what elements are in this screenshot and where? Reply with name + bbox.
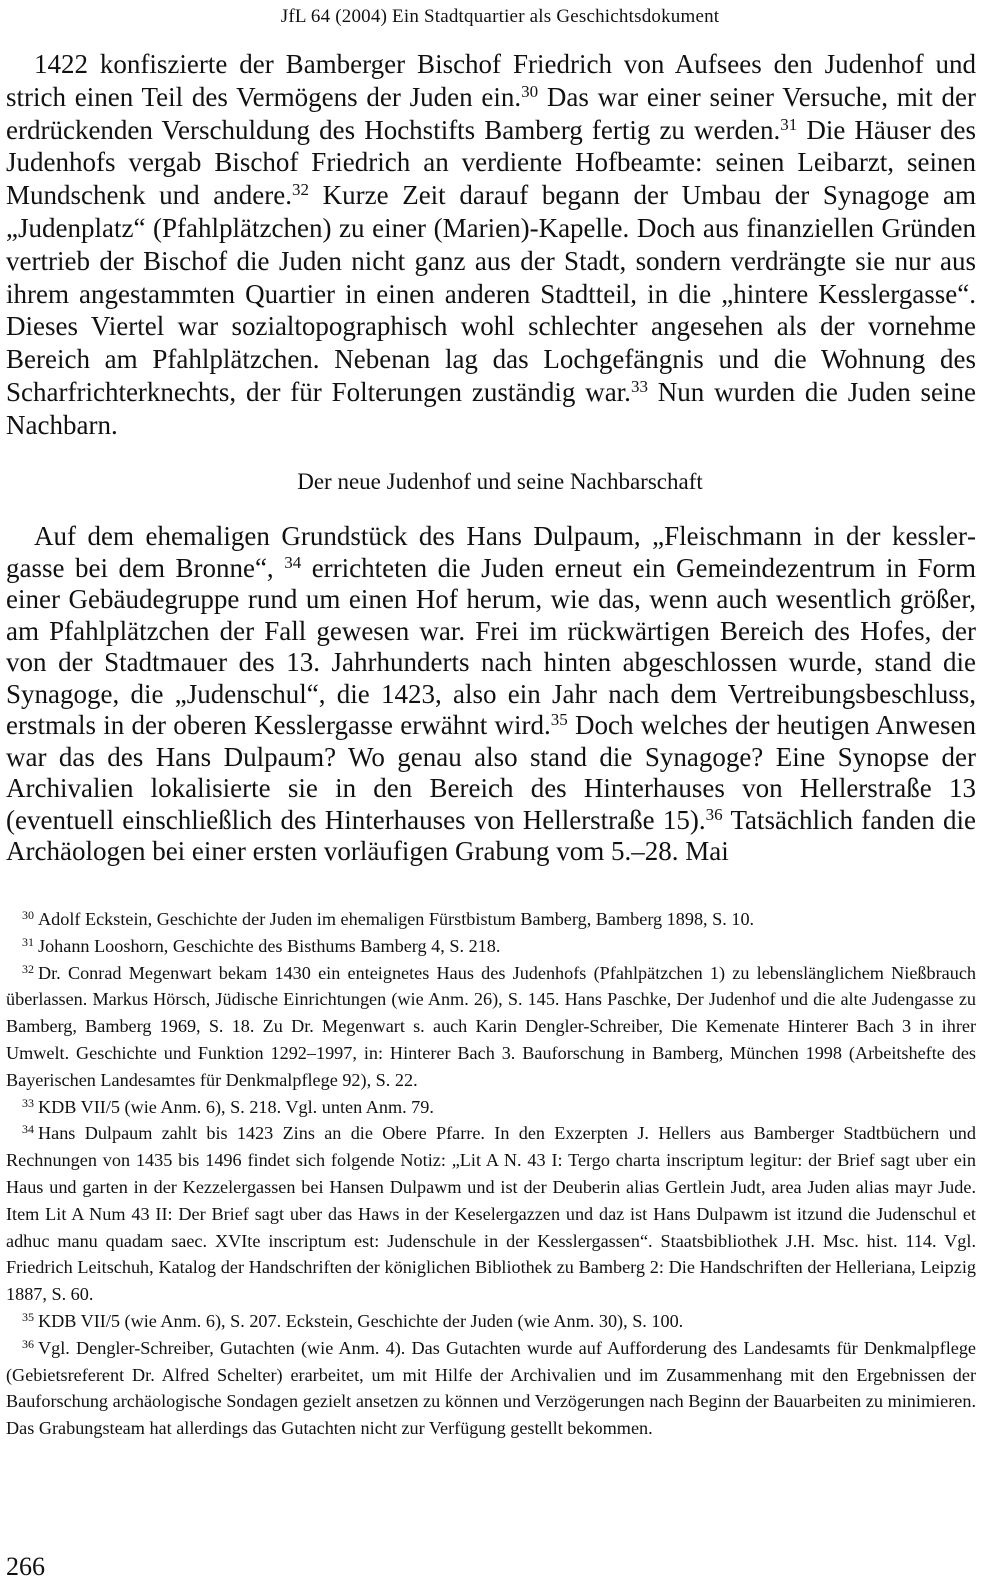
text-run: Kurze Zeit darauf begann der Umbau der Synagoge am „Judenplatz“ (Pfahlplätzchen) zu einer (Marien)-Kapelle. Doch aus finanziellen Gründen vertrieb der Bischof die Juden nicht ganz aus der Stadt, sondern verdrängte sie nur aus ihrem angestammten Quartier in einen anderen Stadtteil, in die „hintere Kesslergasse“. Dieses Viertel war sozialtopographisch wohl schlechter angesehen als der vornehme Bereich am Pfahlplätzchen. Nebenan lag das Lochgefängnis und die Wohnung des Scharfrichterknechts, der für Folterungen zuständig war. <box>6 180 976 407</box>
body-section-1 <box>6 48 976 442</box>
footnote-number: 34 <box>22 1122 34 1137</box>
footnote-text: KDB VII/5 (wie Anm. 6), S. 207. Eckstein, Geschichte der Juden (wie Anm. 30), S. 100. <box>38 1310 684 1331</box>
footnote <box>6 960 976 1094</box>
footnote-number: 30 <box>22 908 34 922</box>
footnote-number: 35 <box>22 1309 34 1324</box>
footnote-text: Adolf Eckstein, Geschichte der Juden im ehemaligen Fürstbistum Bamberg, Bamberg 1898, S. 10. <box>38 909 755 929</box>
footnote-number: 33 <box>22 1095 34 1110</box>
footnote-text: Hans Dulpaum zahlt bis 1423 Zins an die Obere Pfarre. In den Exzerpten J. Hellers aus Bamberger Stadtbüchern und Rechnungen von 1435 bis 1496 findet sich folgende Notiz: „Lit A N. 43 I: Tergo charta inscriptum legitur: der Brief sagt uber ein Haus und garten in der Kezzelergassen bei Hansen Dulpawm und ist der Deuberin alias Gertlein Judt, area Juden alias mayr Jude. Item Lit A Num 43 II: Der Brief sagt uber das Haws in der Keselergazzen und daz ist Hans Dulpawm ist itzund die Judenschul et adhuc manu quadam saec. XVIte inscriptum est: Judenschule in der Kesslergassen“. Staatsbibliothek J.H. Msc. hist. 114. Vgl. Friedrich Leitschuh, Katalog der Handschriften der königlichen Bibliothek zu Bamberg 2: Die Handschriften der Helleriana, Leipzig 1887, S. 60. <box>6 1123 976 1305</box>
footnote-number: 36 <box>22 1336 34 1351</box>
text-run: Tatsächlich fanden die Archäologen bei einer ersten vorläufigen Grabung vom 5.–28. Mai <box>6 804 976 866</box>
text-run: Die Häuser des Judenhofs vergab Bischof Friedrich an verdiente Hofbeamte: seinen Leibarzt, seinen Mundschenk und andere. <box>6 114 976 211</box>
footnote-ref: 36 <box>705 804 723 824</box>
running-header: JfL 64 (2004) Ein Stadtquartier als Geschichtsdokument <box>280 6 720 27</box>
footnote <box>6 906 976 933</box>
footnote-text: Vgl. Dengler-Schreiber, Gutachten (wie Anm. 4). Das Gutachten wurde auf Aufforderung des Landesamts für Denkmalpflege (Gebietsreferent Dr. Alfred Schelter) erarbeitet, um mit Hilfe der Archivalien und im Zusammenhang mit den Ergebnissen der Bauforschung archäologische Sondagen gezielt ansetzen zu können und Verzögerungen nach Beginn der Bauarbeiten zu minimieren. Das Grabungsteam hat allerdings das Gutachten nicht zur Verfügung gestellt bekommen. <box>6 1337 976 1439</box>
footnotes <box>6 906 976 1442</box>
section-heading: Der neue Judenhof und seine Nachbarschaft <box>297 469 703 494</box>
paragraph-1 <box>6 48 976 442</box>
page-number: 266 <box>6 1552 45 1581</box>
paragraph-2 <box>6 521 976 868</box>
footnote-text: KDB VII/5 (wie Anm. 6), S. 218. Vgl. unten Anm. 79. <box>38 1096 434 1117</box>
footnote-ref: 31 <box>780 114 798 134</box>
footnote-ref: 35 <box>550 710 568 729</box>
footnote-text: Johann Looshorn, Geschichte des Bisthums Bamberg 4, S. 218. <box>38 935 501 956</box>
text-run: Doch welches der heutigen Anwesen war das des Hans Dulpaum? Wo genau also stand die Synagoge? Eine Synopse der Archivalien lokalisierte sie in den Bereich des Hinterhauses von Hellerstraße 13 (eventuell einschließlich des Hinterhauses von Hellerstraße 15). <box>6 710 976 835</box>
footnote-ref: 33 <box>630 376 648 396</box>
footnote <box>6 1094 976 1121</box>
footnote-number: 32 <box>22 961 34 976</box>
body-section-2 <box>6 521 976 868</box>
text-run: Das war einer seiner Versuche, mit der erdrückenden Verschuldung des Hochstifts Bamberg fertig zu werden. <box>6 81 976 145</box>
footnote <box>6 1335 976 1442</box>
footnote <box>6 1120 976 1308</box>
footnote-number: 31 <box>22 934 34 949</box>
footnote-ref: 34 <box>284 552 302 572</box>
footnote <box>6 933 976 960</box>
text-run: Auf dem ehemaligen Grundstück des Hans Dulpaum, „Fleischmann in der kesslergasse bei dem Bronne“, <box>6 521 976 583</box>
footnote <box>6 1308 976 1335</box>
footnote-text: Dr. Conrad Megenwart bekam 1430 ein enteignetes Haus des Judenhofs (Pfahlpätzchen 1) zu lebenslänglichem Nießbrauch überlassen. Markus Hörsch, Jüdische Einrichtungen (wie Anm. 26), S. 145. Hans Paschke, Der Judenhof und die alte Judengasse zu Bamberg, Bamberg 1969, S. 18. Zu Dr. Megenwart s. auch Karin Dengler-Schreiber, Die Kemenate Hinterer Bach 3 in ihrer Umwelt. Geschichte und Funktion 1292–1997, in: Hinterer Bach 3. Bauforschung in Bamberg, München 1998 (Arbeitshefte des Bayerischen Landesamtes für Denkmalpflege 92), S. 22. <box>6 962 976 1090</box>
text-run: 1422 konfiszierte der Bamberger Bischof Friedrich von Aufsees den Judenhof und strich einen Teil des Vermögens der Juden ein. <box>6 49 976 112</box>
footnote-ref: 32 <box>291 180 309 200</box>
text-run: errichteten die Juden erneut ein Gemeindezentrum in Form einer Gebäudegruppe rund um einen Hof herum, wie das, wenn auch wesentlich größer, am Pfahlplätzchen der Fall gewesen war. Frei im rückwärtigen Bereich des Hofes, der von der Stadtmauer des 13. Jahrhunderts nach hinten abgeschlossen wurde, stand die Synagoge, die „Judenschul“, die 1423, also ein Jahr nach dem Vertreibungsbeschluss, erstmals in der oberen Kesslergasse erwähnt wird. <box>6 552 976 740</box>
footnote-ref: 30 <box>521 81 539 101</box>
text-run: Nun wurden die Juden seine Nachbarn. <box>6 376 976 440</box>
